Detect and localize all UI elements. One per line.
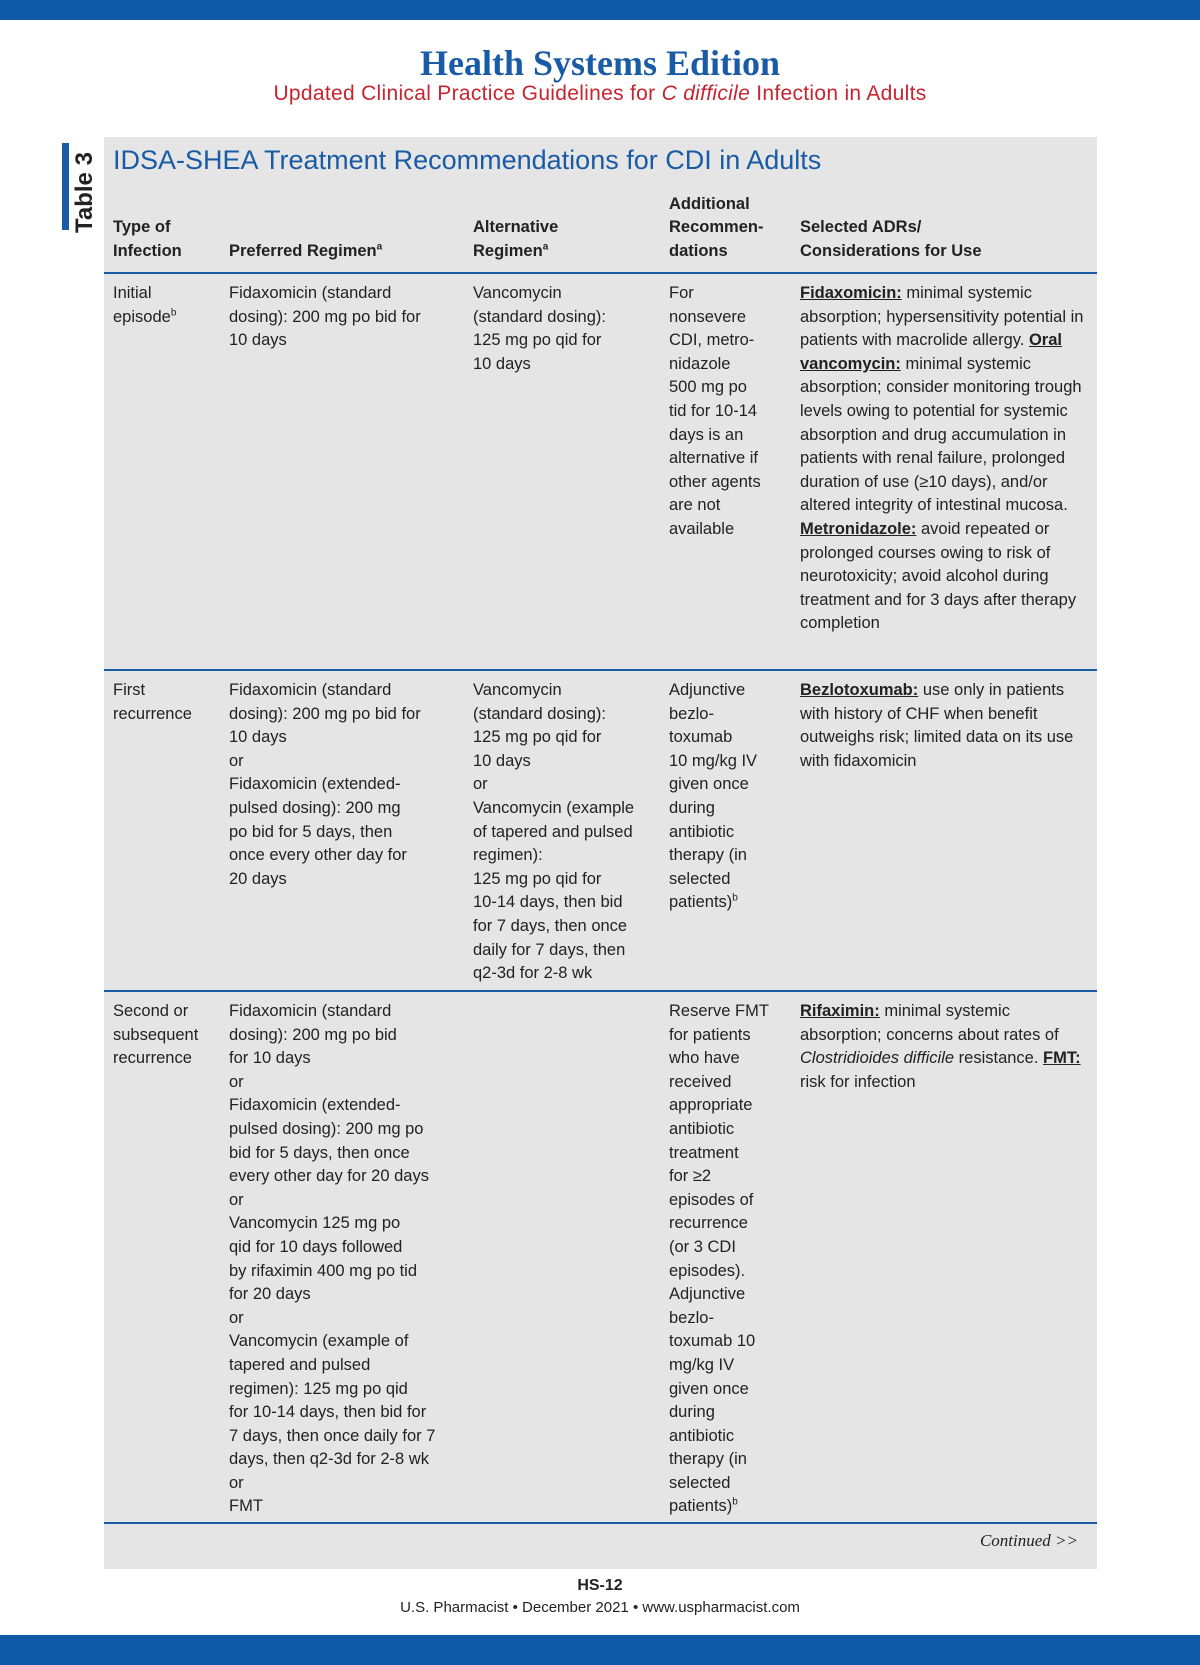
treatment-table: [104, 188, 1097, 1524]
adr-text: resistance.: [954, 1049, 1044, 1068]
cell-additional-text: Adjunctive bezlo- toxumab 10 mg/kg IV given once during antibiotic therapy (in selected patients): [669, 681, 758, 912]
cell-type: [104, 274, 220, 669]
page-number: HS-12: [577, 1577, 623, 1594]
bottom-color-bar: [0, 1635, 1200, 1665]
subtitle-text-end: Infection in Adults: [750, 82, 927, 105]
edition-subtitle: [0, 82, 1200, 106]
cell-additional: [660, 671, 791, 990]
table-header-row: [104, 188, 1097, 274]
footnote-b: b: [732, 892, 738, 904]
adr-text: risk for infection: [800, 1072, 916, 1091]
cell-type: First recurrence: [113, 681, 192, 723]
table-row-second-recurrence: [104, 992, 1097, 1524]
cell-preferred: Fidaxomicin (standard dosing): 200 mg po bid for 10 days: [229, 284, 421, 350]
col-header-preferred: [220, 240, 464, 273]
table-row-initial-episode: [104, 274, 1097, 671]
organism-name: Clostridioides difficile: [800, 1049, 955, 1068]
subtitle-organism: C difficile: [661, 82, 751, 105]
drug-name: Rifaximin:: [800, 1002, 880, 1020]
footnote-b: b: [732, 1496, 738, 1508]
footer-citation: U.S. Pharmacist • December 2021 • www.uspharmacist.com: [400, 1599, 800, 1616]
adr-text: minimal systemic absorption; consider monitoring trough levels owing to potential for systemic absorption and drug accumulation in patients with renal failure, prolonged duration of use (≥10 days), and/or altered integrity of intestinal mucosa.: [800, 354, 1082, 515]
drug-name: Fidaxomicin:: [800, 284, 902, 302]
adr-text: use only in patients with history of CHF when benefit outweighs risk; limited data on its use with fidaxomicin: [800, 681, 1074, 770]
cell-additional: For nonsevere CDI, metro- nidazole 500 mg po tid for 10-14 days is an alternative if other agents are not available: [669, 284, 761, 538]
cell-preferred: Fidaxomicin (standard dosing): 200 mg po bid for 10 days or Fidaxomicin (extended- pulsed dosing): 200 mg po bid for 5 days, then once every other day for 20 days: [229, 681, 421, 888]
footnote-b: b: [170, 307, 177, 319]
table-number-label: Table 3: [71, 152, 98, 233]
cell-alternative: Vancomycin (standard dosing): 125 mg po qid for 10 days: [473, 284, 606, 373]
col-header-alternative: [464, 216, 660, 272]
col-header-preferred-text: Preferred Regimen: [229, 241, 377, 260]
continued-link[interactable]: Continued >>: [979, 1531, 1078, 1550]
col-header-adrs: Selected ADRs/ Considerations for Use: [800, 218, 982, 260]
cell-preferred: Fidaxomicin (standard dosing): 200 mg po bid for 10 days or Fidaxomicin (extended- pulsed dosing): 200 mg po bid for 5 days, then once every other day for 20 days or Vancomycin 125 mg po qid for 10 days followed by rifaximin 400 mg po tid for 20 days or Vancomycin (example of tapered and pulsed regimen): 125 mg po qid for 10-14 days, then bid for 7 days, then once daily for 7 days, then q2-3d for 2-8 wk or FMT: [229, 1002, 436, 1516]
table-title: IDSA-SHEA Treatment Recommendations for CDI in Adults: [113, 145, 822, 175]
top-color-bar: [0, 0, 1200, 20]
footnote-a: a: [542, 241, 549, 252]
cell-type-text: Initial episode: [113, 284, 171, 326]
col-header-alternative-text: Alternative Regimen: [473, 218, 559, 260]
col-header-additional: Additional Recommen- dations: [669, 194, 764, 260]
drug-name: Bezlotoxumab:: [800, 681, 919, 699]
cell-adrs: [791, 992, 1097, 1522]
table-row-first-recurrence: [104, 671, 1097, 992]
subtitle-text: Updated Clinical Practice Guidelines for: [273, 82, 662, 105]
drug-name: FMT:: [1043, 1049, 1081, 1068]
cell-adrs: [791, 274, 1097, 669]
cell-adrs: [791, 671, 1097, 990]
cell-additional: [660, 992, 791, 1522]
col-header-type: Type of Infection: [113, 218, 182, 260]
drug-name: Oral vancomycin:: [800, 331, 1062, 373]
table-label-bar: [62, 143, 69, 230]
footnote-a: a: [376, 241, 383, 252]
edition-title: Health Systems Edition: [419, 43, 781, 83]
adr-text: avoid repeated or prolonged courses owing to risk of neurotoxicity; avoid alcohol during treatment and for 3 days after therapy completion: [800, 519, 1077, 633]
cell-alternative: [464, 992, 660, 1522]
drug-name: Metronidazole:: [800, 519, 917, 538]
adr-text: minimal systemic absorption; concerns about rates of: [800, 1002, 1059, 1044]
cell-type: Second or subsequent recurrence: [113, 1002, 199, 1068]
cell-alternative: Vancomycin (standard dosing): 125 mg po qid for 10 days or Vancomycin (example of tapered and pulsed regimen): 125 mg po qid for 10-14 days, then bid for 7 days, then once daily for 7 days, then q2-3d for 2-8 wk: [473, 681, 635, 983]
cell-additional-text: Reserve FMT for patients who have received appropriate antibiotic treatment for ≥2 episodes of recurrence (or 3 CDI episodes). Adjunctive bezlo- toxumab 10 mg/kg IV given once during antibiotic therapy (in selected patients): [669, 1002, 769, 1516]
adr-text: minimal systemic absorption; hypersensitivity potential in patients with macrolide allergy.: [800, 284, 1084, 350]
